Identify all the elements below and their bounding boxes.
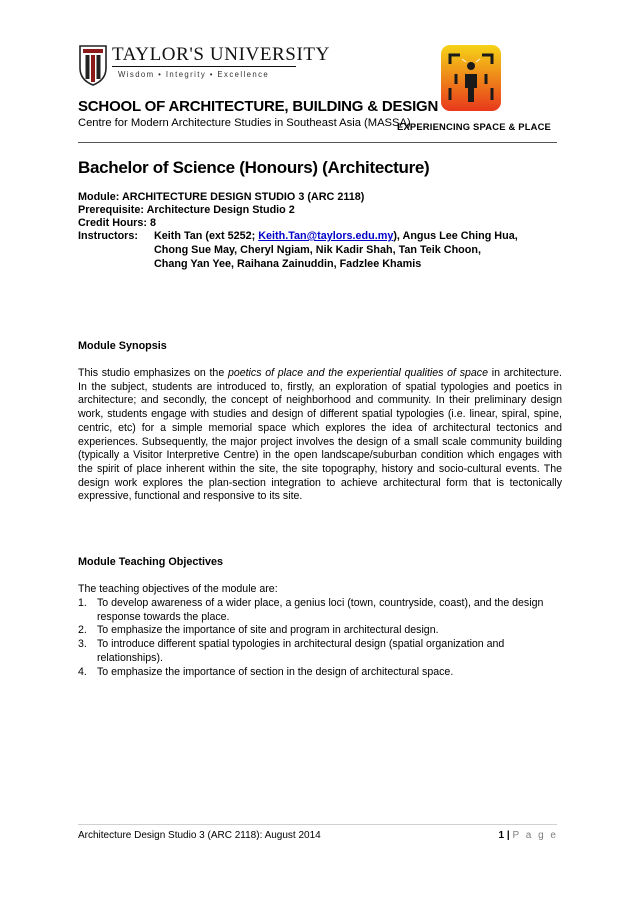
objective-text: To develop awareness of a wider place, a genius loci (town, countryside, coast), and the design response towards the place. (97, 597, 544, 623)
objectives-intro: The teaching objectives of the module are: (78, 583, 278, 595)
synopsis-text-italic: poetics of place and the experiential qualities of space (227, 367, 488, 379)
prerequisite-line: Prerequisite: Architecture Design Studio 2 (78, 204, 295, 216)
footer-page-indicator (499, 830, 558, 841)
instructors-line-2: Chong Sue May, Cheryl Ngiam, Nik Kadir Shah, Tan Teik Choon, (154, 244, 481, 256)
synopsis-heading: Module Synopsis (78, 340, 167, 352)
instructors-line-3: Chang Yan Yee, Raihana Zainuddin, Fadzlee Khamis (154, 258, 422, 270)
synopsis-text-pre: This studio emphasizes on the (78, 367, 228, 379)
university-motto: Wisdom • Integrity • Excellence (118, 70, 270, 79)
page-number: 1 (498, 830, 505, 841)
emblem-tagline: EXPERIENCING SPACE & PLACE (397, 121, 552, 132)
module-line: Module: ARCHITECTURE DESIGN STUDIO 3 (ARC 2118) (78, 191, 365, 203)
synopsis-text-post: in architecture. In the subject, students are introduced to, firstly, an exploration of spatial typologies and poetics in architecture; and secondly, the concept of neighborhood and community. In their preliminary design work, students engage with studies and design of different spatial typologies (i.e. linear, spiral, spine, centric, etc) for a simple memorial space which explores the idea of architectural tectonics and experiences. Subsequently, the major project involves the design of a small scale community building (typically a Visitor Interpretive Centre) in the open landscape/suburban condition which engages with the spirit of place inherent within the site, the site topography, history and socio-cultural events. The design work explores the plan-section integration to achieve architectural form that is tectonically expressive, functional and responsive to its site. (78, 367, 562, 503)
page-separator: | (506, 830, 510, 841)
footer-course-label: Architecture Design Studio 3 (ARC 2118): August 2014 (78, 830, 321, 841)
school-name: SCHOOL OF ARCHITECTURE, BUILDING & DESIGN (78, 98, 439, 115)
credit-hours-line: Credit Hours: 8 (78, 217, 156, 229)
university-logo-icon (79, 44, 107, 86)
objective-item (78, 597, 562, 624)
objective-text: To emphasize the importance of site and program in architectural design. (97, 624, 439, 637)
objective-number: 4. (78, 665, 87, 678)
header-divider (78, 142, 557, 143)
objective-text: To emphasize the importance of section in the design of architectural space. (97, 665, 454, 678)
instructors-label: Instructors: (78, 230, 138, 242)
objectives-heading: Module Teaching Objectives (78, 556, 223, 568)
footer-divider (78, 824, 557, 825)
centre-name: Centre for Modern Architecture Studies in Southeast Asia (MASSA) (78, 117, 411, 129)
objective-number: 3. (78, 638, 87, 651)
logo-divider (112, 66, 296, 67)
objectives-list (78, 597, 562, 679)
instructors-line-1 (154, 230, 518, 243)
instructors-text-post: ), Angus Lee Ching Hua, (393, 230, 518, 242)
instructors-text-pre: Keith Tan (ext 5252; (154, 230, 259, 242)
objective-item (78, 638, 562, 665)
objective-number: 1. (78, 597, 87, 609)
objective-text: To introduce different spatial typologies in architectural design (spatial organization and relationships). (97, 638, 505, 664)
instructor-email-link[interactable]: Keith.Tan@taylors.edu.my (258, 230, 394, 242)
objective-item (78, 666, 562, 680)
objective-number: 2. (78, 624, 87, 637)
page-label: P a g e (512, 830, 558, 841)
objective-item (78, 624, 562, 638)
university-name: TAYLOR'S UNIVERSITY (112, 44, 330, 65)
page-title: Bachelor of Science (Honours) (Architecture) (78, 158, 430, 177)
experiencing-space-emblem-icon (440, 44, 502, 112)
synopsis-paragraph (78, 367, 562, 504)
